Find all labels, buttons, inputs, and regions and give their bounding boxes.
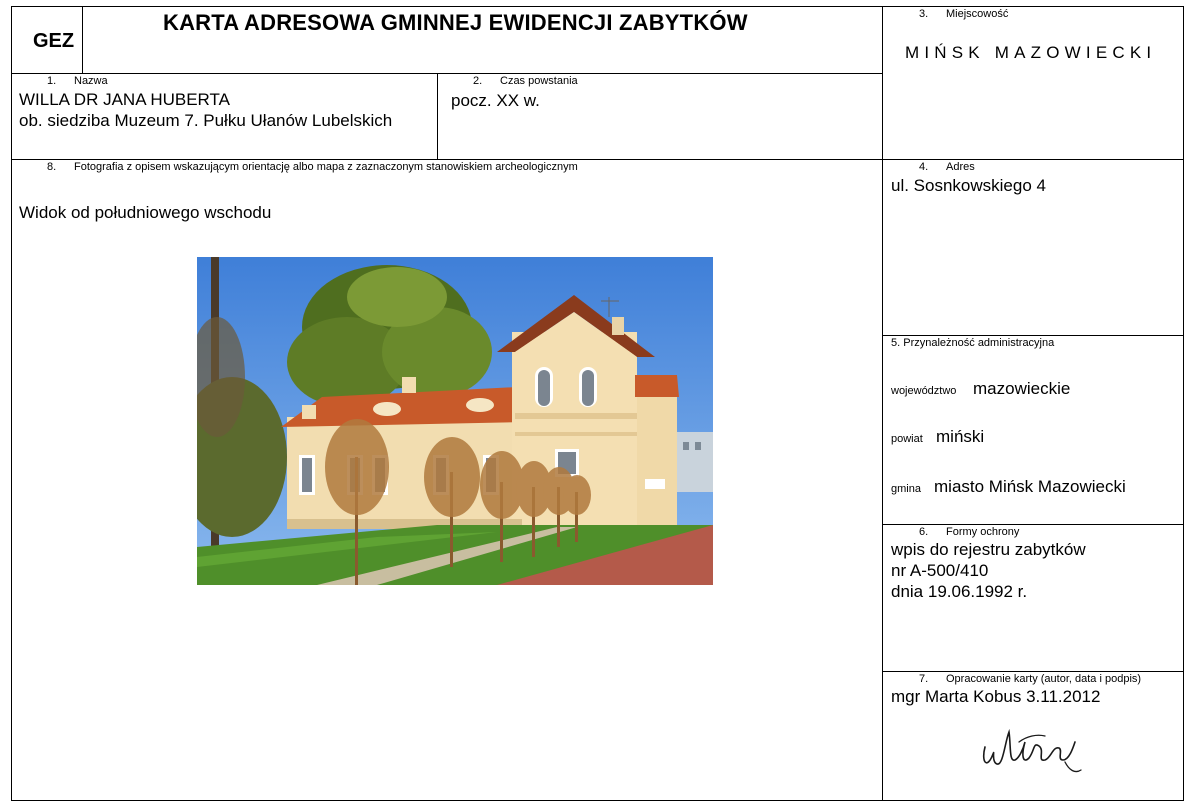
county-value: miński: [936, 427, 985, 446]
locality-value: MIŃSK MAZOWIECKI: [905, 43, 1157, 62]
address-value: ul. Sosnkowskiego 4: [891, 176, 1046, 195]
field-label: Opracowanie karty (autor, data i podpis): [946, 673, 1142, 685]
field-label: Adres: [946, 161, 975, 173]
field-number: 6.: [919, 526, 929, 538]
field-label: Fotografia z opisem wskazującym orientację albo mapa z zaznaczonym stanowiskiem archeologicznym: [74, 161, 578, 173]
field-label: Miejscowość: [946, 8, 1009, 20]
field-label: Formy ochrony: [946, 526, 1020, 538]
field-number: 2.: [473, 75, 483, 87]
divider: [11, 159, 1184, 160]
signature: [965, 712, 1090, 782]
field-number: 7.: [919, 673, 929, 685]
name-value: WILLA DR JANA HUBERTA: [19, 90, 230, 109]
card-code: GEZ: [33, 30, 75, 52]
name-subtitle: ob. siedziba Muzeum 7. Pułku Ułanów Lubelskich: [19, 111, 393, 130]
building-photo: [197, 257, 713, 585]
divider: [882, 671, 1184, 672]
field-number: 1.: [47, 75, 57, 87]
divider: [882, 524, 1184, 525]
author-value: mgr Marta Kobus 3.11.2012: [891, 687, 1101, 706]
field-number: 4.: [919, 161, 929, 173]
date-value: pocz. XX w.: [451, 91, 540, 110]
field-label: Nazwa: [74, 75, 108, 87]
field-label: Czas powstania: [500, 75, 578, 87]
field-number: 3.: [919, 8, 929, 20]
commune-value: miasto Mińsk Mazowiecki: [934, 477, 1126, 496]
field-number: 8.: [47, 161, 57, 173]
commune-label: gmina: [891, 483, 921, 495]
divider: [437, 73, 438, 159]
register-date: dnia 19.06.1992 r.: [891, 582, 1028, 601]
protection-value: wpis do rejestru zabytków: [891, 540, 1086, 559]
divider: [882, 335, 1184, 336]
voivodeship-value: mazowieckie: [973, 379, 1071, 398]
county-label: powiat: [891, 433, 923, 445]
divider: [11, 73, 882, 74]
divider: [882, 6, 883, 801]
field-label: 5. Przynależność administracyjna: [891, 337, 1055, 349]
photo-caption: Widok od południowego wschodu: [19, 203, 272, 222]
register-number: nr A-500/410: [891, 561, 989, 580]
card-title: KARTA ADRESOWA GMINNEJ EWIDENCJI ZABYTKÓW: [163, 10, 748, 35]
divider: [82, 6, 83, 73]
voivodeship-label: województwo: [891, 385, 957, 397]
